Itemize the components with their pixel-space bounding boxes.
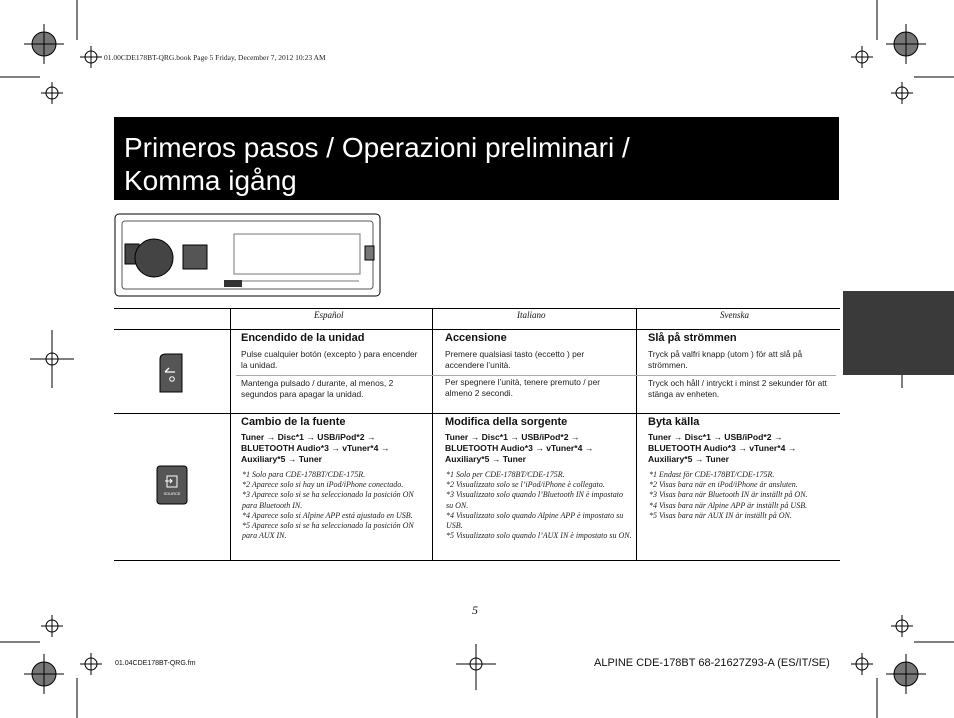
source-chain-it: Tuner → Disc*1 → USB/iPod*2 → BLUETOOTH Audio*3 → vTuner*4 → Auxiliary*5 → Tuner <box>445 432 594 464</box>
source-notes-it: *1 Solo per CDE-178BT/CDE-175R. *2 Visualizzato solo se l’iPod/iPhone è collegato. *3 Visualizzato solo quando l’Bluetooth IN è impostato su ON. *4 Visualizzato solo quando Alpine APP è impostato su USB. *5 Visualizzato solo quando l’AUX IN è impostato su ON. <box>446 470 632 541</box>
section-tab <box>843 291 954 375</box>
source-notes-es: *1 Solo para CDE-178BT/CDE-175R. *2 Aparece solo si hay un iPod/iPhone conectado. *3 Aparece solo si se ha seleccionado la posición ON para Bluetooth IN. *4 Aparece solo si Alpine APP está ajustado en USB. *5 Aparece solo si se ha seleccionado la posición ON para AUX IN. <box>242 470 414 541</box>
head-unit-illustration <box>114 213 382 298</box>
table-col-rule <box>432 308 433 560</box>
source-button-label: SOURCE <box>163 491 181 496</box>
page-number: 5 <box>472 603 478 617</box>
power-on-sv: Tryck på valfri knapp (utom ) för att slå på strömmen. <box>648 349 803 370</box>
power-off-sv: Tryck och håll / intryckt i minst 2 sekunder för att stänga av enheten. <box>648 378 827 399</box>
power-heading-sv: Slå på strömmen <box>648 332 737 344</box>
source-notes-sv: *1 Endast för CDE-178BT/CDE-175R. *2 Visas bara när en iPod/iPhone är ansluten. *3 Visas bara när Bluetooth IN är inställt på ON. *4 Visas bara när Alpine APP är inställt på USB. *5 Visas bara när AUX IN är inställt på ON. <box>649 470 808 520</box>
table-col-rule <box>636 308 637 560</box>
source-heading-es: Cambio de la fuente <box>241 416 346 428</box>
col-head-sv: Svenska <box>720 310 749 320</box>
footer-file-name: 01.04CDE178BT-QRG.fm <box>115 660 196 667</box>
table-row-rule <box>114 413 840 414</box>
col-head-it: Italiano <box>517 310 546 320</box>
page-title: Primeros pasos / Operazioni preliminari / Komma igång <box>124 132 630 196</box>
book-file-line: 01.00CDE178BT-QRG.book Page 5 Friday, December 7, 2012 10:23 AM <box>104 53 326 62</box>
power-heading-es: Encendido de la unidad <box>241 332 365 344</box>
source-heading-it: Modifica della sorgente <box>445 416 568 428</box>
power-off-it: Per spegnere l’unità, tenere premuto / per almeno 2 secondi. <box>445 377 601 398</box>
col-head-es: Español <box>314 310 344 320</box>
source-button-icon <box>156 465 188 505</box>
power-on-it: Premere qualsiasi tasto (eccetto ) per accendere l’unità. <box>445 349 585 370</box>
table-top-rule <box>114 308 840 309</box>
source-chain-sv: Tuner → Disc*1 → USB/iPod*2 → BLUETOOTH Audio*3 → vTuner*4 → Auxiliary*5 → Tuner <box>648 432 797 464</box>
power-heading-it: Accensione <box>445 332 507 344</box>
power-button-icon <box>157 353 185 393</box>
table-col-rule <box>230 308 231 560</box>
power-off-es: Mantenga pulsado / durante, al menos, 2 segundos para apagar la unidad. <box>241 378 394 399</box>
footer-model-code: ALPINE CDE-178BT 68-21627Z93-A (ES/IT/SE) <box>594 657 830 669</box>
table-bottom-rule <box>114 560 840 561</box>
sub-rule <box>236 375 836 376</box>
source-heading-sv: Byta källa <box>648 416 700 428</box>
page-title-bar <box>114 117 839 200</box>
power-on-es: Pulse cualquier botón (excepto ) para encender la unidad. <box>241 349 418 370</box>
table-header-rule <box>114 329 840 330</box>
source-chain-es: Tuner → Disc*1 → USB/iPod*2 → BLUETOOTH Audio*3 → vTuner*4 → Auxiliary*5 → Tuner <box>241 432 390 464</box>
